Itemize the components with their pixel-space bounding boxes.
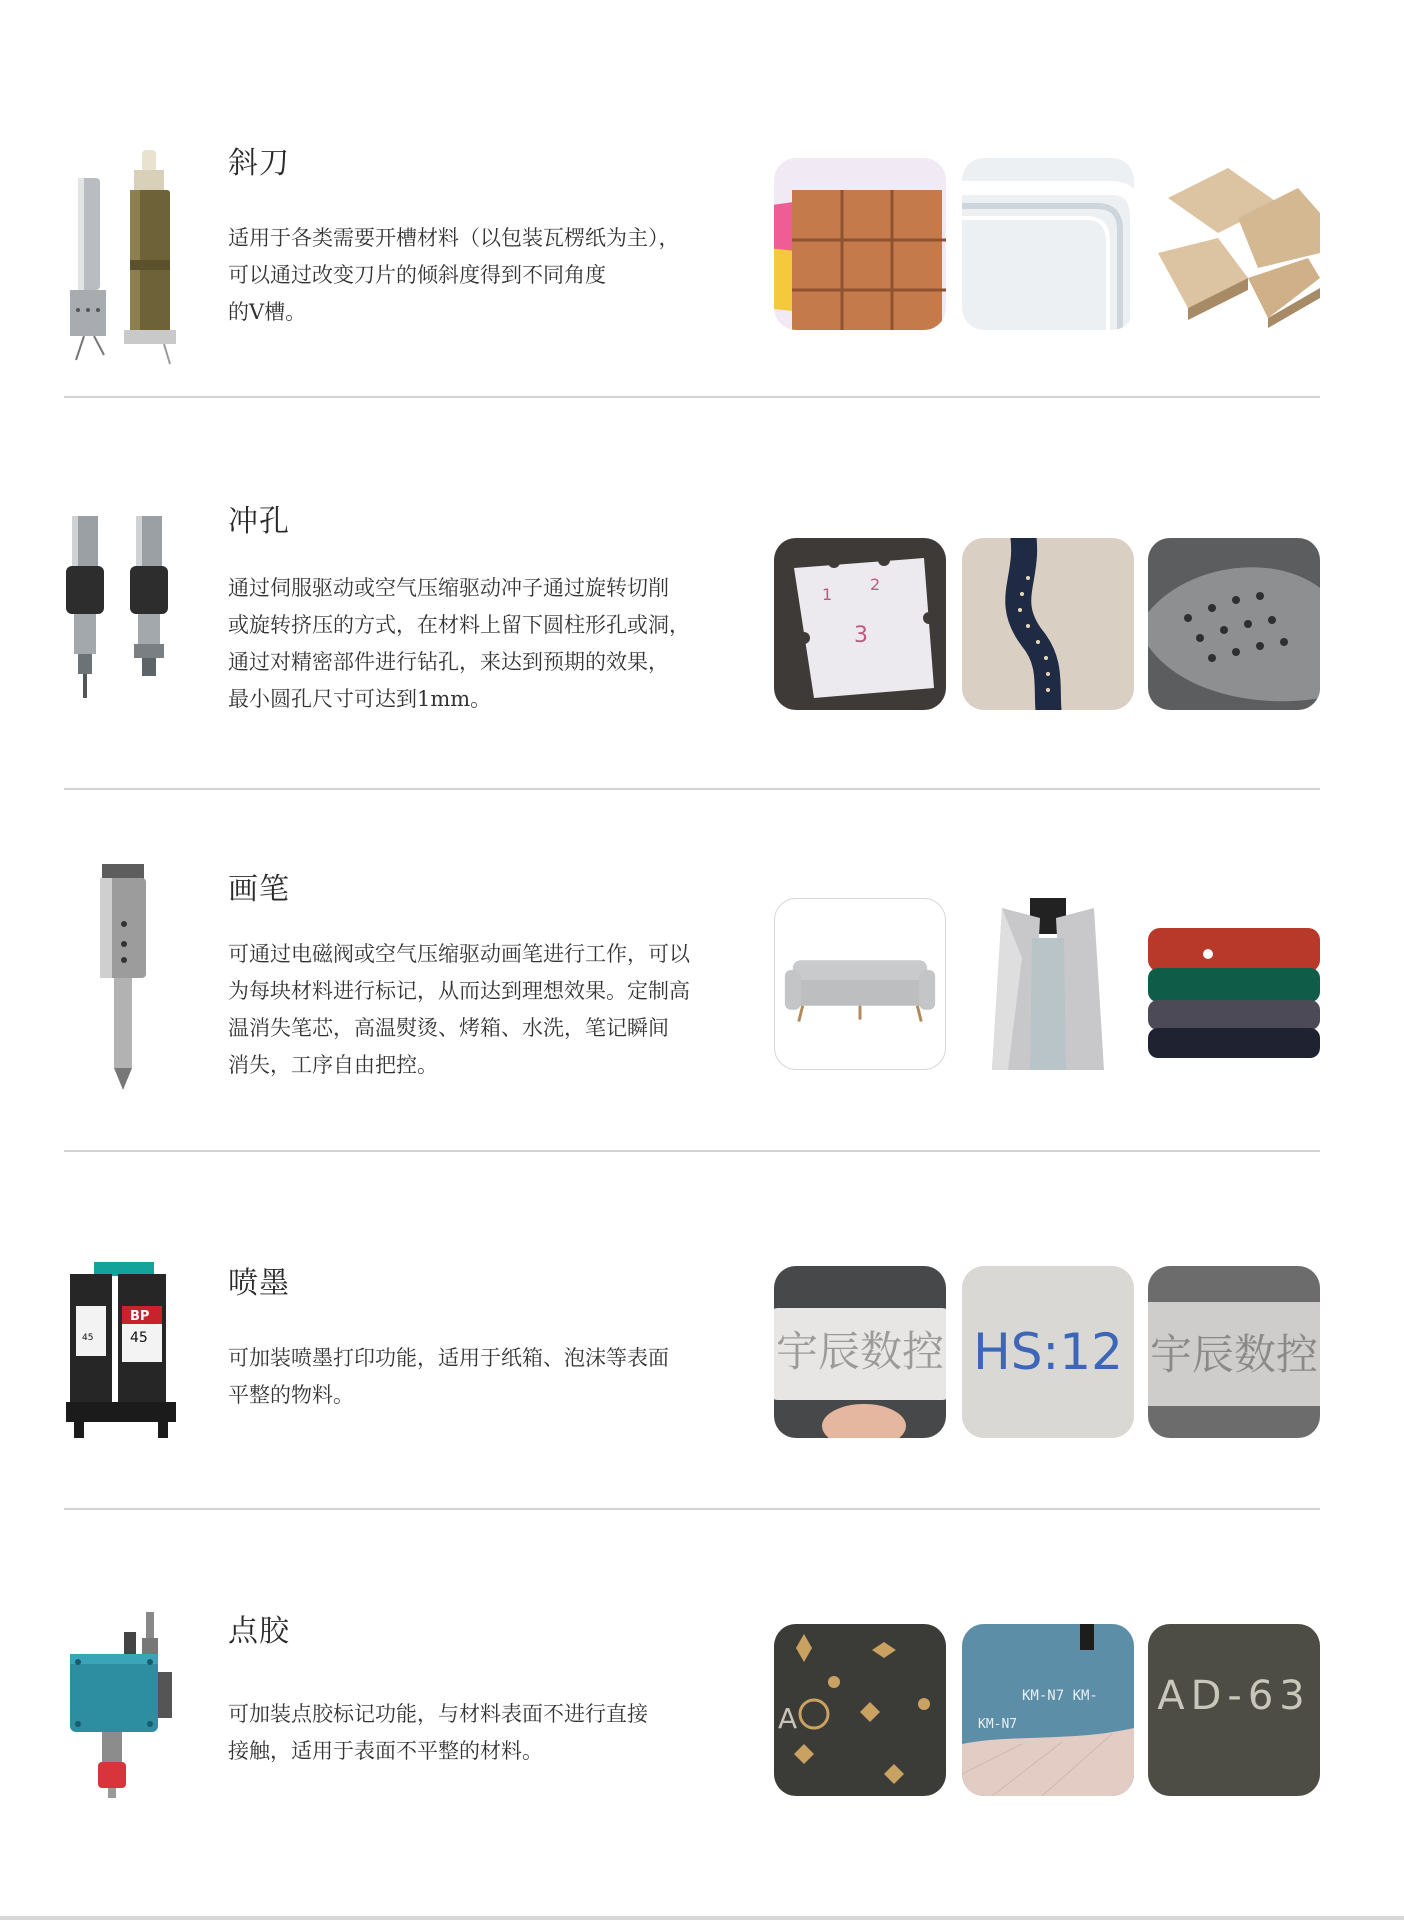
inkjet-print-sample-image bbox=[1148, 1266, 1320, 1438]
section-divider bbox=[64, 788, 1320, 790]
pen-tool-image bbox=[64, 864, 180, 1094]
section-divider bbox=[64, 1508, 1320, 1510]
punch-tool-image bbox=[64, 512, 180, 702]
section-title: 斜刀 bbox=[228, 146, 290, 181]
section-description bbox=[228, 1340, 748, 1414]
handwritten-mark: 1 bbox=[822, 585, 833, 604]
inkjet-print-text: HS:12 bbox=[973, 1323, 1123, 1381]
sofa-sample-image bbox=[774, 898, 946, 1070]
fur-vest-sample-image bbox=[962, 898, 1134, 1070]
section-divider bbox=[64, 396, 1320, 398]
handwritten-mark: 2 bbox=[870, 575, 881, 594]
glue-marked-material-sample-image bbox=[962, 1624, 1134, 1796]
section-description bbox=[228, 936, 748, 1084]
description-line: 通过伺服驱动或空气压缩驱动冲子通过旋转切削 bbox=[228, 576, 669, 600]
folded-sweaters-sample-image bbox=[1148, 898, 1320, 1070]
description-line: 可通过电磁阀或空气压缩驱动画笔进行工作，可以 bbox=[228, 942, 690, 966]
felt-grooved-sample-image bbox=[774, 158, 946, 330]
description-line: 平整的物料。 bbox=[228, 1383, 354, 1407]
sample-image-row bbox=[774, 1624, 1320, 1796]
description-line: 最小圆孔尺寸可达到1mm。 bbox=[228, 687, 492, 711]
glue-dispenser-tool-image bbox=[64, 1612, 180, 1800]
sample-image-row bbox=[774, 538, 1320, 710]
section-title: 点胶 bbox=[228, 1614, 290, 1649]
section-divider bbox=[64, 1150, 1320, 1152]
handwritten-mark: 3 bbox=[854, 623, 868, 648]
perforated-felt-sample-image bbox=[1148, 538, 1320, 710]
cartridge-number-label: 45 bbox=[82, 1333, 94, 1343]
patterned-leather-sample-image bbox=[774, 1624, 946, 1796]
section-description bbox=[228, 570, 748, 718]
sample-image-row bbox=[774, 158, 1320, 330]
description-line: 温消失笔芯，高温熨烫、烤箱、水洗，笔记瞬间 bbox=[228, 1016, 669, 1040]
sample-image-row bbox=[774, 1266, 1320, 1438]
glue-mark-text: A bbox=[778, 1702, 798, 1735]
description-line: 适用于各类需要开槽材料（以包装瓦楞纸为主）， bbox=[228, 226, 680, 250]
section-title: 冲孔 bbox=[228, 504, 290, 539]
glue-mark-text: KM-N7 KM- bbox=[1022, 1688, 1098, 1704]
inkjet-print-text: 宇辰数控 bbox=[1149, 1330, 1318, 1379]
section-title: 画笔 bbox=[228, 872, 290, 907]
cartridge-number-label: 45 bbox=[130, 1330, 148, 1346]
glue-mark-text: KM-N7 bbox=[978, 1717, 1018, 1732]
punched-paper-sample-image bbox=[774, 538, 946, 710]
sample-image-row bbox=[774, 898, 1320, 1070]
bevel-knife-tool-image bbox=[64, 150, 180, 365]
section-title: 喷墨 bbox=[228, 1266, 290, 1301]
corrugated-cardboard-sample-image bbox=[1148, 158, 1320, 330]
inkjet-cartridge-tool-image bbox=[64, 1262, 180, 1440]
glue-marked-suede-sample-image bbox=[1148, 1624, 1320, 1796]
cartridge-brand-label: BP bbox=[130, 1309, 150, 1324]
inkjet-print-sample-image bbox=[962, 1266, 1134, 1438]
description-line: 消失，工序自由把控。 bbox=[228, 1053, 438, 1077]
description-line: 可加装喷墨打印功能，适用于纸箱、泡沫等表面 bbox=[228, 1346, 669, 1370]
description-line: 通过对精密部件进行钻孔，来达到预期的效果， bbox=[228, 650, 669, 674]
perforated-strap-sample-image bbox=[962, 538, 1134, 710]
acrylic-bevel-sample-image bbox=[962, 158, 1134, 330]
description-line: 或旋转挤压的方式，在材料上留下圆柱形孔或洞， bbox=[228, 613, 690, 637]
description-line: 可以通过改变刀片的倾斜度得到不同角度 bbox=[228, 263, 606, 287]
description-line: 的V槽。 bbox=[228, 300, 307, 324]
inkjet-print-text: 宇辰数控 bbox=[775, 1326, 944, 1376]
description-line: 接触，适用于表面不平整的材料。 bbox=[228, 1739, 543, 1763]
description-line: 为每块材料进行标记，从而达到理想效果。定制高 bbox=[228, 979, 690, 1003]
section-description bbox=[228, 220, 748, 331]
section-description bbox=[228, 1696, 748, 1770]
glue-mark-text: AD-63 bbox=[1157, 1673, 1311, 1720]
page-bottom-rule bbox=[0, 1916, 1404, 1920]
inkjet-print-sample-image bbox=[774, 1266, 946, 1438]
description-line: 可加装点胶标记功能，与材料表面不进行直接 bbox=[228, 1702, 648, 1726]
